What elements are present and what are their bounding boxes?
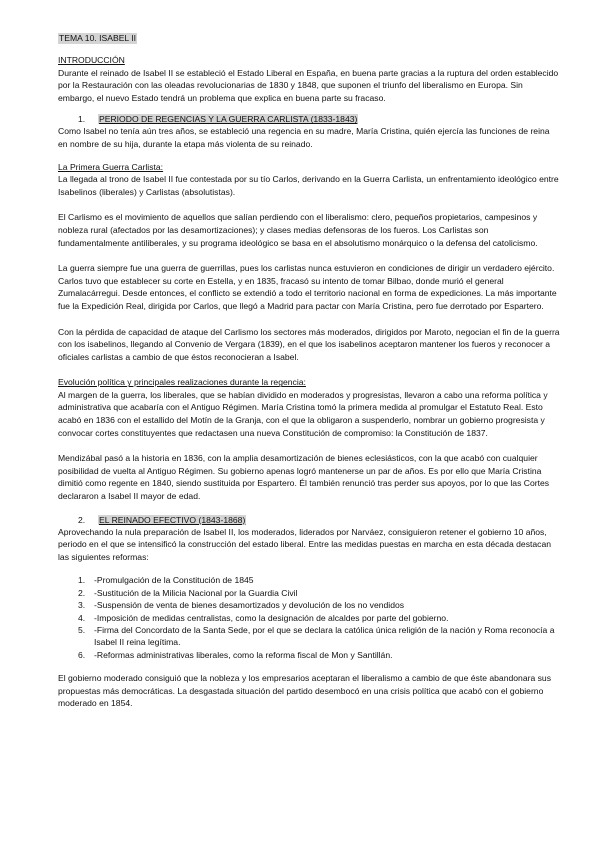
- list-item: 5. -Firma del Concordato de la Santa Sede, por el que se declara la católica única religión de la nación y Roma reconocía a Isabel II reina legítima.: [78, 625, 555, 648]
- paragraph-llegada-trono: La llegada al trono de Isabel II fue contestada por su tío Carlos, derivando en la Guerra Carlista, un enfrentamiento ideológico entre Isabelinos (liberales) y Carlistas (absolutistas).: [58, 174, 559, 197]
- list-item: 3. -Suspensión de venta de bienes desamortizados y devolución de los no vendidos: [78, 600, 405, 611]
- list-item: 6. -Reformas administrativas liberales, como la reforma fiscal de Mon y Santillán.: [78, 649, 393, 660]
- list-item: 1. -Promulgación de la Constitución de 1845: [78, 575, 254, 586]
- document-title: TEMA 10. ISABEL II: [59, 33, 137, 43]
- section-2-heading: [58, 515, 560, 526]
- subheading-primera-guerra: La Primera Guerra Carlista:: [58, 161, 164, 172]
- section-1-title: PERIODO DE REGENCIAS Y LA GUERRA CARLISTA (1833-1843): [99, 114, 358, 125]
- intro-heading: INTRODUCCIÓN: [58, 55, 125, 65]
- section-1-heading: [58, 114, 560, 125]
- paragraph-guerra-guerrillas: La guerra siempre fue una guerra de guerrillas, pues los carlistas nunca estuvieron en condiciones de dirigir un verdadero ejército. Carlos tuvo que establecer su corte en Estella, y en 1835, fracasó su intento de tomar Bilbao, donde murió el general Zumalacárregui. Desde entonces, el conflicto se extendió a todo el territorio nacional en forma de expediciones. La más importante fue la Expedición Real, dirigida por Carlos, que llegó a Madrid para pactar con María Cristina, pero fue derrotado por Espartero.: [58, 263, 557, 311]
- section-2-number: 2.: [78, 514, 86, 525]
- document-page: [58, 28, 560, 710]
- reforms-list: [58, 574, 560, 661]
- paragraph-carlismo: El Carlismo es el movimiento de aquellos que salían perdiendo con el liberalismo: clero, pequeños propietarios, campesinos y nobleza rural (afectados por las desamortizaciones); y clases medias defensoras de los fueros. Los Carlistas son fundamentalmente antiliberales, y su programa ideológico se basa en el absolutismo monárquico o la defensa del catolicismo.: [58, 212, 538, 248]
- section-1-number: 1.: [78, 114, 86, 125]
- subheading-evolucion-politica: Evolución política y principales realizaciones durante la regencia:: [58, 377, 306, 388]
- intro-paragraph: Durante el reinado de Isabel II se estableció el Estado Liberal en España, en buena parte gracias a la ruptura del orden establecido por la Restauración con las oleadas revolucionarias de 1830 y 1848, que suponen el triunfo del liberalismo en Europa. Sin embargo, el nuevo Estado tendrá un problema que explica en buena parte su fracaso.: [58, 67, 559, 103]
- paragraph-reforma-politica: Al margen de la guerra, los liberales, que se habían dividido en moderados y progresistas, llevaron a cabo una reforma política y administrativa que acabaría con el Antiguo Régimen. María Cristina tomó la primera medida al promulgar el Estatuto Real. Esto acabó en 1836 con el estallido del Motín de la Granja, con el que la obligaron a suspenderlo, nombrar un gobierno progresista y convocar cortes constituyentes que redactasen una nueva Constitución de compromiso: la Constitución de 1837.: [58, 389, 548, 438]
- list-item: 4. -Imposición de medidas centralistas, como la designación de alcaldes por parte del gobierno.: [78, 612, 449, 623]
- paragraph-mendizabal: Mendizábal pasó a la historia en 1836, con la amplia desamortización de bienes eclesiásticos, con la que acabó con cualquier posibilidad de vuelta al Antiguo Régimen. Su gobierno apenas logró mantenerse un par de años. Es por ello que María Cristina dimitió como regente en 1840, siendo sustituida por Espartero. Él también renunció tras perder sus apoyos, por lo que las Cortes declararon a Isabel II mayor de edad.: [58, 453, 550, 502]
- section-2-paragraph: Aprovechando la nula preparación de Isabel II, los moderados, liderados por Narváez, consiguieron retener el gobierno 10 años, periodo en el que se intensificó la construcción del estado liberal. Entre las medidas puestas en marcha en esta década destacan las siguientes reformas:: [58, 526, 552, 562]
- paragraph-gobierno-moderado: El gobierno moderado consiguió que la nobleza y los empresarios aceptaran el liberalismo a cambio de que éste abandonara sus propuestas más democráticas. La desgastada situación del partido desembocó en una crisis política que acabó con el gobierno moderado en 1854.: [58, 673, 552, 709]
- list-item: 2. -Sustitución de la Milicia Nacional por la Guardia Civil: [78, 587, 298, 598]
- paragraph-convenio-vergara: Con la pérdida de capacidad de ataque del Carlismo los sectores más moderados, dirigidos por Maroto, negocian el fin de la guerra con los isabelinos, llegando al Convenio de Vergara (1839), en el que los isabelinos aceptaron mantener los fueros y reconocer a oficiales carlistas a cambio de que éstos reconocieran a Isabel.: [58, 326, 560, 362]
- section-2-title: EL REINADO EFECTIVO (1843-1868): [99, 514, 246, 525]
- section-1-paragraph: Como Isabel no tenía aún tres años, se estableció una regencia en su madre, María Cristina, quién ejercía las funciones de reina en nombre de su hija, durante la etapa más violenta de su reinado.: [58, 126, 550, 149]
